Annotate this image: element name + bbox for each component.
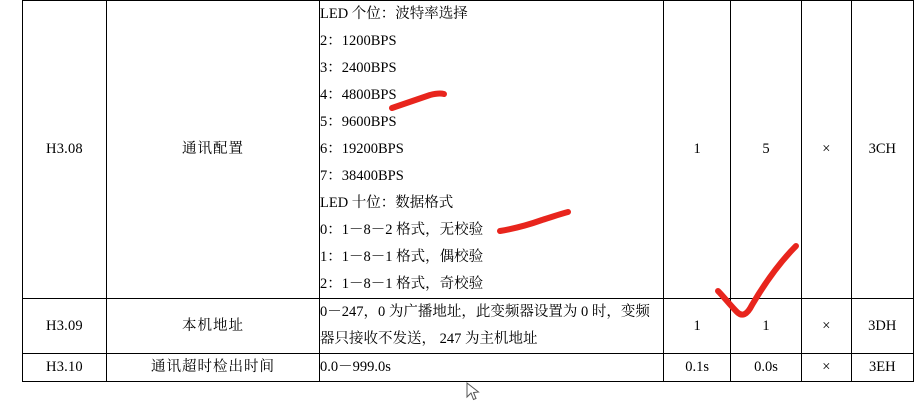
cell-parameter-name: 通讯超时检出时间 <box>106 354 319 382</box>
desc-line: 2：1－8－1 格式，奇校验 <box>319 276 484 292</box>
parameter-table <box>22 0 914 382</box>
cell-factory-value: 1 <box>731 299 802 354</box>
cell-factory-value: 5 <box>731 1 802 299</box>
desc-line: 4：4800BPS <box>319 87 397 103</box>
cell-parameter-name: 本机地址 <box>106 299 319 354</box>
mouse-cursor <box>466 382 480 402</box>
desc-text: 0－247，0 为广播地址，此变频器设置为 0 时，变频器只接收不发送， 247 为主机地址 <box>319 304 650 347</box>
cell-address: 3DH <box>851 299 913 354</box>
cell-function-code: H3.09 <box>23 299 107 354</box>
table-row <box>23 1 914 299</box>
cell-min-unit: 0.1s <box>664 354 731 382</box>
cell-change-flag: × <box>802 1 852 299</box>
cell-function-code: H3.08 <box>23 1 107 299</box>
cell-address: 3CH <box>851 1 913 299</box>
cell-min-unit: 1 <box>664 299 731 354</box>
cell-setting-range <box>319 299 663 354</box>
desc-line: 0：1－8－2 格式，无校验 <box>319 222 484 238</box>
desc-line: 5：9600BPS <box>319 114 397 130</box>
cell-min-unit: 1 <box>664 1 731 299</box>
cell-factory-value: 0.0s <box>731 354 802 382</box>
cell-address: 3EH <box>851 354 913 382</box>
cell-function-code: H3.10 <box>23 354 107 382</box>
desc-line: 2：1200BPS <box>319 33 397 49</box>
desc-line: 1：1－8－1 格式，偶校验 <box>319 249 484 265</box>
desc-line: 3：2400BPS <box>319 60 397 76</box>
desc-text: 0.0－999.0s <box>319 359 391 375</box>
desc-line: 6：19200BPS <box>319 141 404 157</box>
table-row <box>23 354 914 382</box>
desc-line: 7：38400BPS <box>319 168 404 184</box>
desc-line: LED 十位：数据格式 <box>319 195 454 211</box>
desc-line: LED 个位：波特率选择 <box>319 6 468 22</box>
cell-change-flag: × <box>802 299 852 354</box>
table-row <box>23 299 914 354</box>
cell-change-flag: × <box>802 354 852 382</box>
cell-setting-range <box>319 1 663 299</box>
cell-parameter-name: 通讯配置 <box>106 1 319 299</box>
cell-setting-range <box>319 354 663 382</box>
